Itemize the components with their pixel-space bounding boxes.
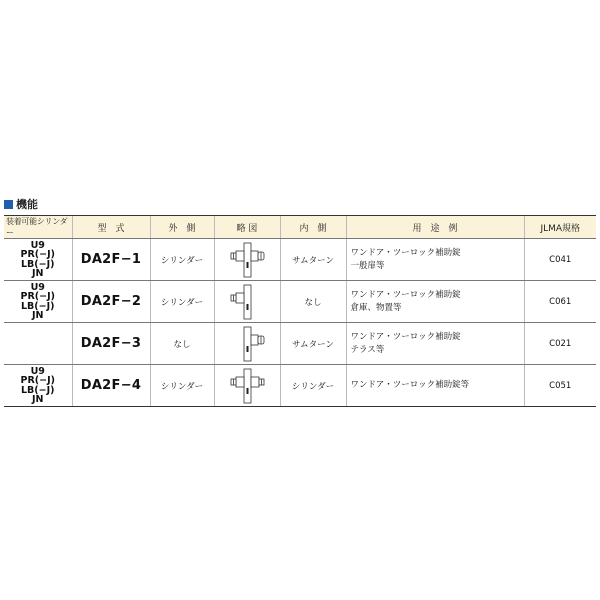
- table-row: [4, 365, 596, 407]
- usage-cell: [346, 365, 524, 407]
- cylinder-name: LB(−J): [21, 384, 55, 396]
- diagram-cell: [214, 239, 280, 281]
- cylinder-name: U9: [30, 365, 45, 377]
- jlma-cell: C041: [524, 239, 596, 281]
- usage-line: 一般扉等: [350, 260, 385, 271]
- lock-diagram-cylinder-thumbturn-icon: [219, 242, 275, 278]
- header-outer: 外 側: [150, 216, 214, 239]
- cylinder-name: JN: [32, 310, 44, 321]
- model-cell: [72, 365, 150, 407]
- section-heading: [4, 197, 38, 211]
- outer-cell: シリンダー: [150, 365, 214, 407]
- model-cell: [72, 281, 150, 323]
- jlma-cell: C061: [524, 281, 596, 323]
- header-inner: 内 側: [280, 216, 346, 239]
- usage-cell: [346, 239, 524, 281]
- cylinder-name: LB(−J): [21, 300, 55, 312]
- lock-diagram-cylinder-cylinder-icon: [219, 368, 275, 404]
- function-spec-table: [4, 215, 596, 407]
- outer-cell: シリンダー: [150, 281, 214, 323]
- diagram-cell: [214, 323, 280, 365]
- diagram-cell: [214, 281, 280, 323]
- header-cylinder: 装着可能シリンダー: [4, 216, 72, 239]
- cylinder-cell: [4, 239, 72, 281]
- table-row: [4, 281, 596, 323]
- model-name: DA2F−3: [80, 336, 142, 351]
- cylinder-cell: [4, 365, 72, 407]
- inner-cell: シリンダー: [280, 365, 346, 407]
- cylinder-name: PR(−J): [20, 375, 55, 386]
- lock-diagram-cylinder-none-icon: [219, 284, 275, 320]
- diagram-cell: [214, 365, 280, 407]
- usage-cell: [346, 281, 524, 323]
- header-model: 型 式: [72, 216, 150, 239]
- jlma-cell: C051: [524, 365, 596, 407]
- model-name: DA2F−4: [80, 378, 142, 393]
- cylinder-cell: [4, 281, 72, 323]
- model-name: DA2F−1: [80, 252, 142, 267]
- model-name: DA2F−2: [80, 294, 142, 309]
- header-jlma: JLMA規格: [524, 216, 596, 239]
- table-row: [4, 239, 596, 281]
- heading-square-icon: [4, 200, 13, 209]
- header-diagram: 略 図: [214, 216, 280, 239]
- usage-line: ワンドア・ツーロック補助錠: [350, 331, 461, 342]
- usage-line: 倉庫、物置等: [350, 302, 402, 313]
- inner-cell: サムターン: [280, 323, 346, 365]
- cylinder-name: JN: [32, 268, 44, 279]
- table-header-row: [4, 216, 596, 239]
- usage-line: テラス等: [350, 344, 385, 355]
- cylinder-name: PR(−J): [20, 291, 55, 302]
- inner-cell: サムターン: [280, 239, 346, 281]
- inner-cell: なし: [280, 281, 346, 323]
- cylinder-name: LB(−J): [21, 258, 55, 270]
- outer-cell: シリンダー: [150, 239, 214, 281]
- usage-line: ワンドア・ツーロック補助錠: [350, 289, 461, 300]
- model-cell: [72, 323, 150, 365]
- cylinder-name: PR(−J): [20, 249, 55, 260]
- lock-diagram-none-thumbturn-icon: [219, 326, 275, 362]
- outer-cell: なし: [150, 323, 214, 365]
- cylinder-name: JN: [32, 394, 44, 405]
- cylinder-name: U9: [30, 239, 45, 251]
- usage-line: ワンドア・ツーロック補助錠等: [350, 380, 470, 390]
- cylinder-name: U9: [30, 281, 45, 293]
- usage-line: ワンドア・ツーロック補助錠: [350, 247, 461, 258]
- jlma-cell: C021: [524, 323, 596, 365]
- table-row: [4, 323, 596, 365]
- header-usage: 用 途 例: [346, 216, 524, 239]
- section-title-text: 機能: [16, 198, 38, 211]
- usage-cell: [346, 323, 524, 365]
- model-cell: [72, 239, 150, 281]
- cylinder-cell: [4, 323, 72, 365]
